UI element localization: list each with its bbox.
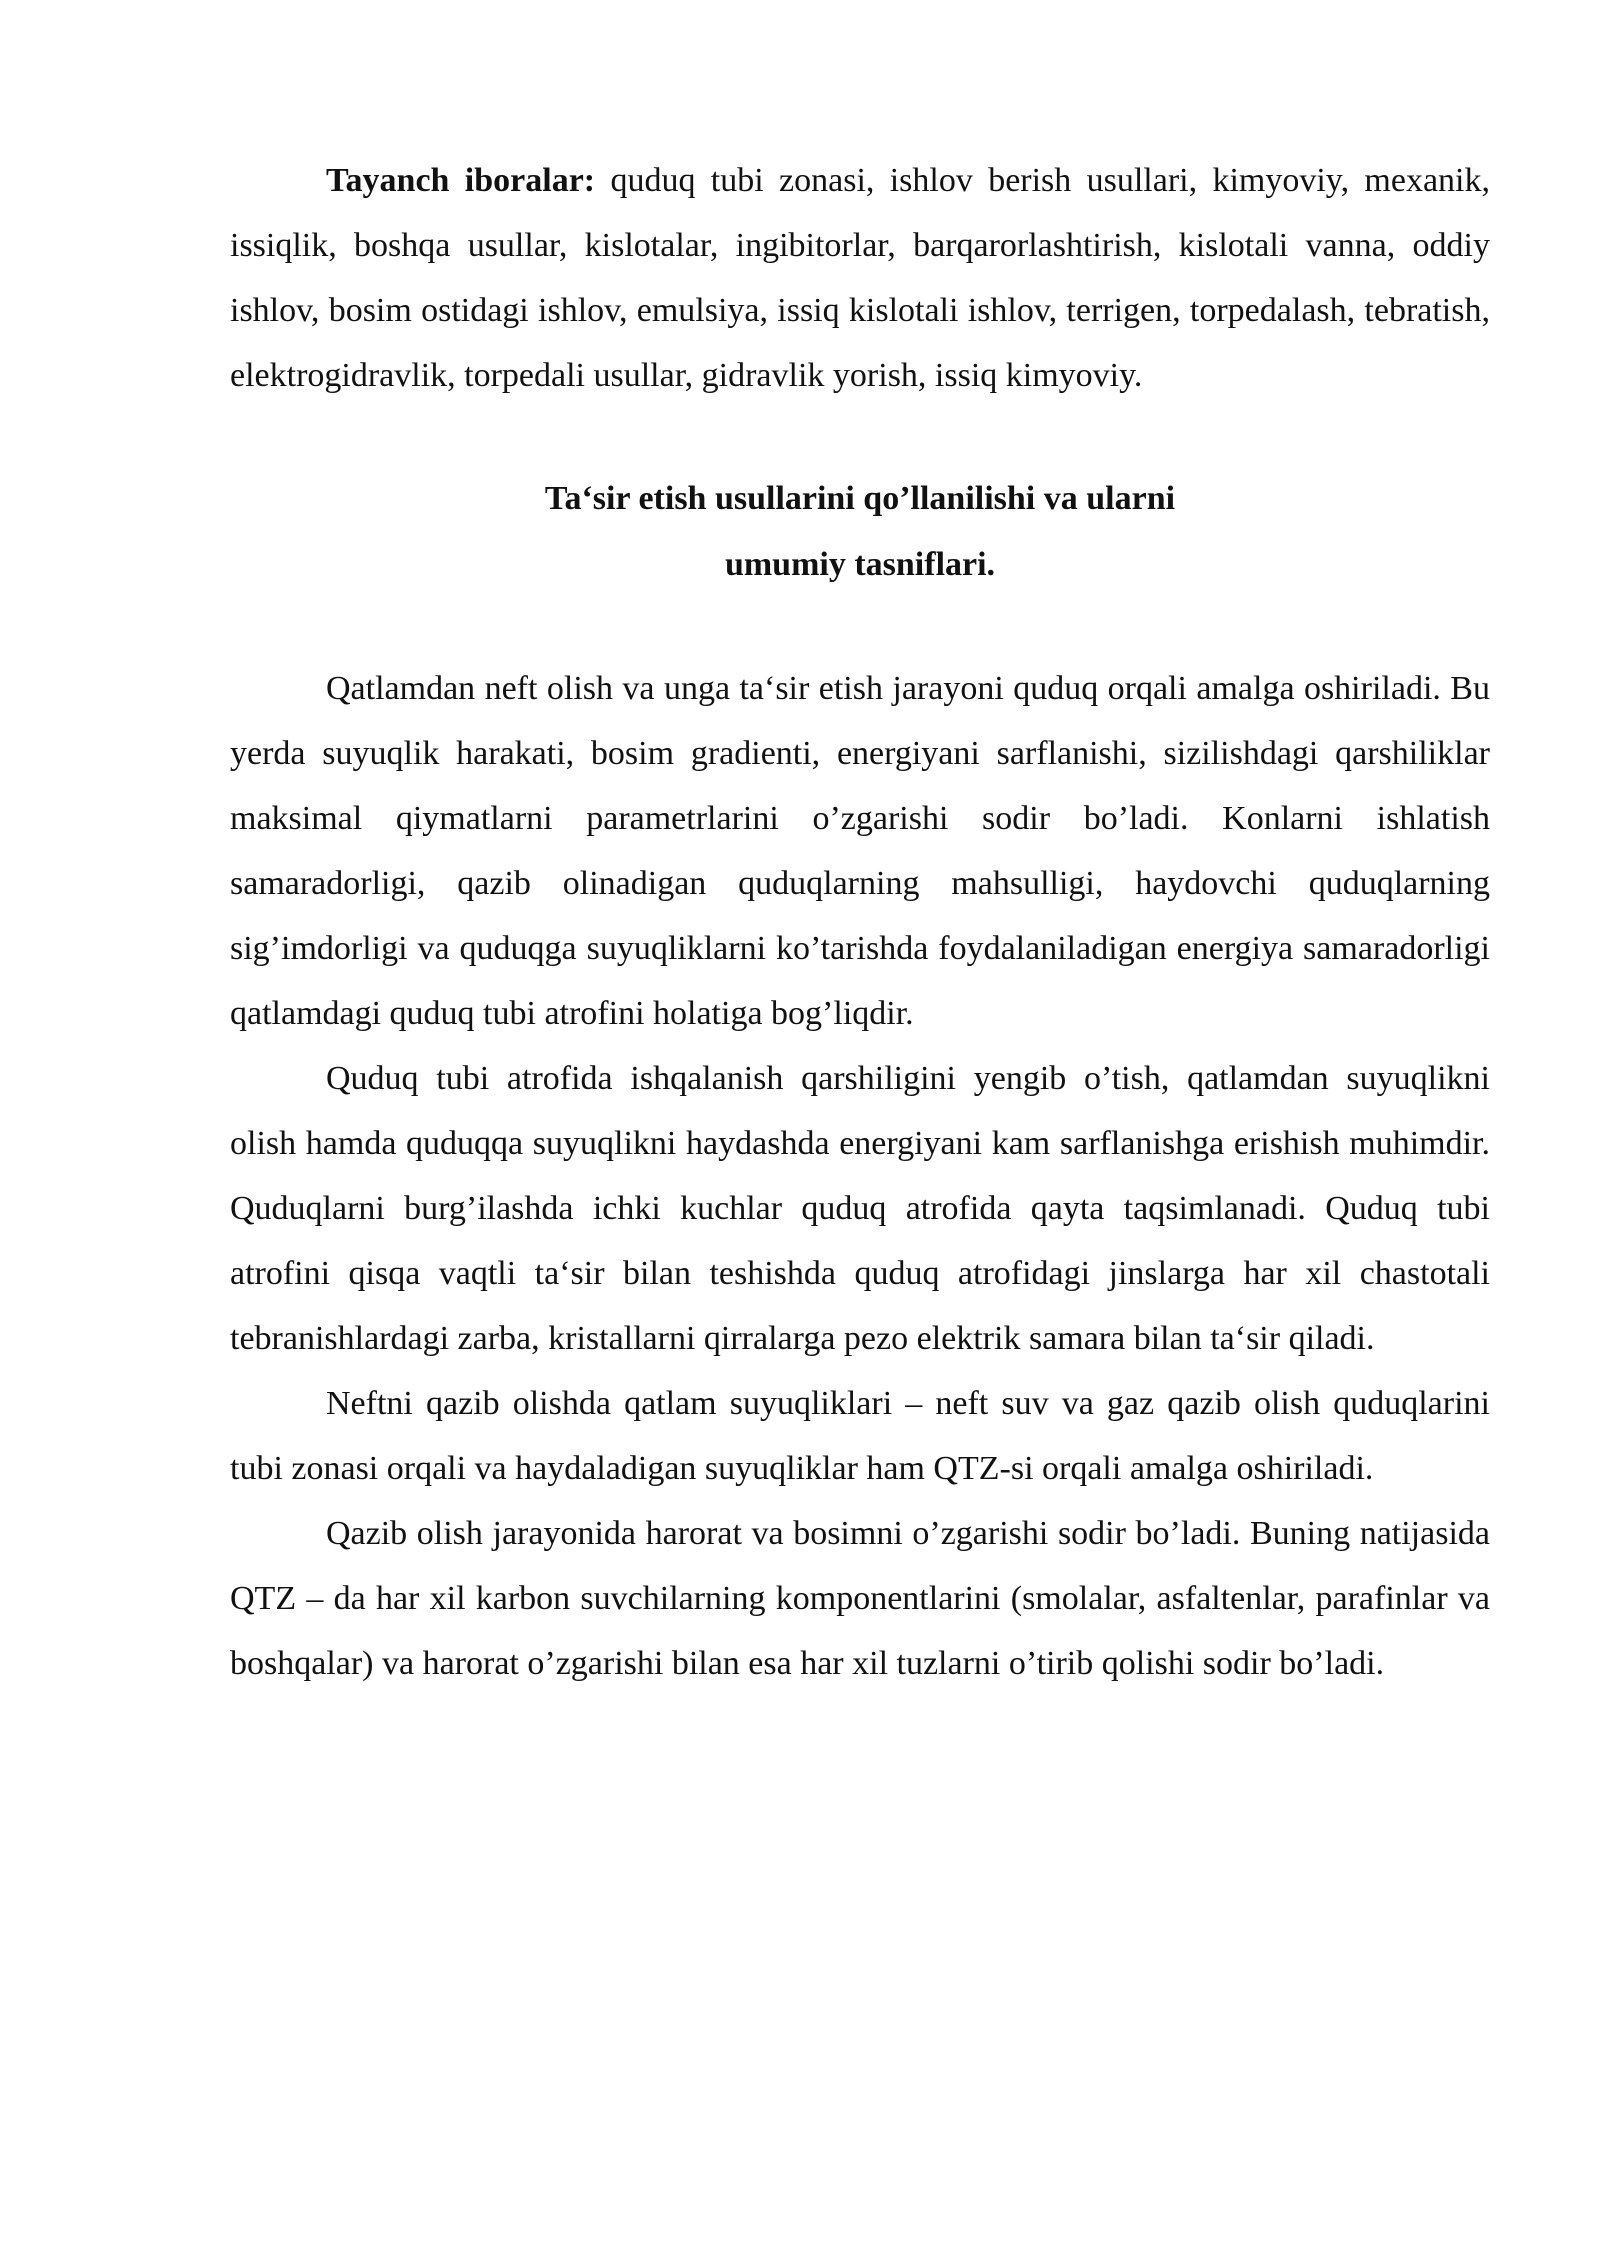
keywords-label: Tayanch iboralar: xyxy=(326,162,596,199)
keywords-text: quduq tubi zonasi, ishlov berish usullari, kimyoviy, mexanik, issiqlik, boshqa usullar, kislotalar, ingibitorlar, barqarorlashtirish, kislotali vanna, oddiy ishlov, bosim ostidagi ishlov, emulsiya, issiq kislotali ishlov, terrigen, torpedalash, tebratish, elektrogidravlik, torpedali usullar, gidravlik yorish, issiq kimyoviy. xyxy=(230,162,1491,394)
keywords-paragraph xyxy=(230,148,1490,408)
section-heading-line-2: umumiy tasniflari. xyxy=(724,546,996,583)
section-heading-line-1: Ta‘sir etish usullarini qo’llanilishi va ularni xyxy=(544,480,1176,517)
document-body xyxy=(230,148,1490,1696)
section-heading xyxy=(230,466,1490,598)
body-paragraph-4: Qazib olish jarayonida harorat va bosimni o’zgarishi sodir bo’ladi. Buning natijasida QTZ – da har xil karbon suvchilarning komponentlarini (smolalar, asfaltenlar, parafinlar va boshqalar) va harorat o’zgarishi bilan esa har xil tuzlarni o’tirib qolishi sodir bo’ladi. xyxy=(230,1515,1490,1682)
body-paragraph-2: Quduq tubi atrofida ishqalanish qarshiligini yengib o’tish, qatlamdan suyuqlikni olish hamda quduqqa suyuqlikni haydashda energiyani kam sarflanishga erishish muhimdir. Quduqlarni burg’ilashda ichki kuchlar quduq atrofida qayta taqsimlanadi. Quduq tubi atrofini qisqa vaqtli ta‘sir bilan teshishda quduq atrofidagi jinslarga har xil chastotali tebranishlardagi zarba, kristallarni qirralarga pezo elektrik samara bilan ta‘sir qiladi. xyxy=(230,1060,1490,1357)
body-paragraph-1: Qatlamdan neft olish va unga ta‘sir etish jarayoni quduq orqali amalga oshiriladi. Bu yerda suyuqlik harakati, bosim gradienti, energiyani sarflanishi, sizilishdagi qarshiliklar maksimal qiymatlarni parametrlarini o’zgarishi sodir bo’ladi. Konlarni ishlatish samaradorligi, qazib olinadigan quduqlarning mahsulligi, haydovchi quduqlarning sig’imdorligi va quduqga suyuqliklarni ko’tarishda foydalaniladigan energiya samaradorligi qatlamdagi quduq tubi atrofini holatiga bog’liqdir. xyxy=(230,670,1490,1032)
body-paragraph-3: Neftni qazib olishda qatlam suyuqliklari – neft suv va gaz qazib olish quduqlarini tubi zonasi orqali va haydaladigan suyuqliklar ham QTZ-si orqali amalga oshiriladi. xyxy=(230,1385,1490,1487)
